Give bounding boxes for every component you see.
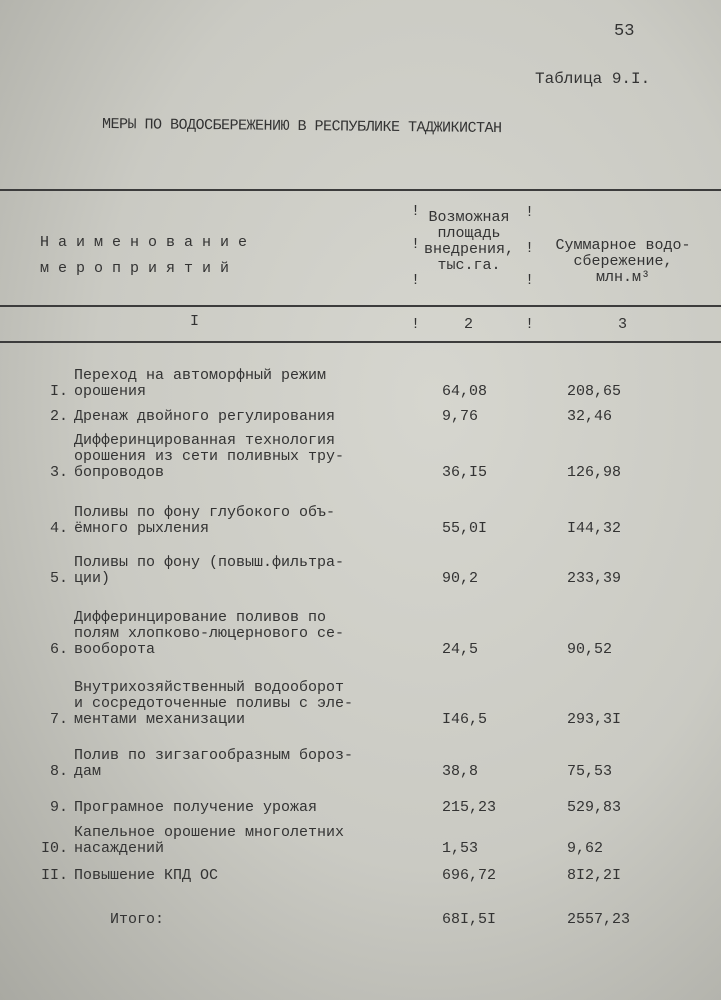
table-row [0,825,721,857]
column-number-2: 2 [464,316,474,333]
row-area: 9,76 [442,408,479,425]
row-name: Поливы по фону (повыш.фильтра- ции) [74,554,345,587]
row-area: 1,53 [442,840,479,857]
column-separator: ! [525,240,535,257]
column-header-area: Возможная площадь внедрения, тыс.га. [423,209,514,274]
row-saving: 75,53 [567,763,613,780]
column-number-1: I [190,313,200,330]
total-saving: 2557,23 [567,911,631,928]
table-row [0,800,721,816]
row-number: I0. [40,840,68,857]
row-name: Капельное орошение многолетних насаждений [74,824,345,857]
row-number: 2. [49,408,68,425]
row-number: 9. [49,799,68,816]
row-area: 24,5 [442,641,479,658]
row-name: Програмное получение урожая [74,799,318,816]
row-saving: 126,98 [567,464,622,481]
total-area: 68I,5I [442,911,497,928]
column-separator: ! [411,272,421,289]
row-saving: 293,3I [567,711,622,728]
total-row [0,912,721,928]
column-number-3: 3 [618,316,628,333]
row-area: 64,08 [442,383,488,400]
row-number: 8. [49,763,68,780]
table-row [0,505,721,537]
row-area: 90,2 [442,570,479,587]
header-mid-rule [0,305,721,307]
row-saving: 9,62 [567,840,604,857]
total-label: Итого: [110,911,165,928]
row-area: 55,0I [442,520,488,537]
table-row [0,433,721,481]
row-number: 7. [49,711,68,728]
row-number: 3. [49,464,68,481]
row-saving: 208,65 [567,383,622,400]
table-row [0,748,721,780]
column-separator: ! [525,272,535,289]
table-row [0,409,721,425]
row-area: 696,72 [442,867,497,884]
table-title: МЕРЫ ПО ВОДОСБЕРЕЖЕНИЮ В РЕСПУБЛИКЕ ТАДЖИКИСТАН [101,115,502,138]
column-separator: ! [411,203,421,220]
column-header-saving: Суммарное водо- сбережение, млн.м³ [555,237,691,286]
row-name: Дифферинцированная технология орошения из сети поливных тру- бопроводов [74,432,345,481]
row-name: Дифферинцирование поливов по полям хлопково-люцернового се- вооборота [74,609,345,658]
table-row [0,868,721,884]
table-row [0,555,721,587]
row-name: Повышение КПД ОС [74,867,219,884]
row-saving: I44,32 [567,520,622,537]
table-row [0,368,721,400]
row-area: I46,5 [442,711,488,728]
column-separator: ! [525,316,535,333]
row-number: I. [49,383,68,400]
table-row [0,680,721,728]
row-area: 215,23 [442,799,497,816]
page-number: 53 [614,22,635,41]
row-saving: 233,39 [567,570,622,587]
row-saving: 8I2,2I [567,867,622,884]
row-saving: 529,83 [567,799,622,816]
row-saving: 90,52 [567,641,613,658]
column-header-name: Н а и м е н о в а н и е м е р о п р и я т и й [40,234,248,277]
row-number: 6. [49,641,68,658]
header-top-rule [0,189,721,191]
row-number: II. [40,867,68,884]
header-bottom-rule [0,341,721,343]
table-label: Таблица 9.I. [535,70,651,88]
row-area: 36,I5 [442,464,488,481]
row-name: Поливы по фону глубокого объ- ёмного рыхления [74,504,336,537]
table-row [0,610,721,658]
row-name: Дренаж двойного регулирования [74,408,336,425]
row-saving: 32,46 [567,408,613,425]
row-area: 38,8 [442,763,479,780]
column-separator: ! [525,204,535,221]
row-name: Полив по зигзагообразным бороз- дам [74,747,354,780]
column-separator: ! [411,236,421,253]
column-separator: ! [411,316,421,333]
row-name: Переход на автоморфный режим орошения [74,367,327,400]
row-name: Внутрихозяйственный водооборот и сосредоточенные поливы с эле- ментами механизации [74,679,354,728]
row-number: 4. [49,520,68,537]
row-number: 5. [49,570,68,587]
